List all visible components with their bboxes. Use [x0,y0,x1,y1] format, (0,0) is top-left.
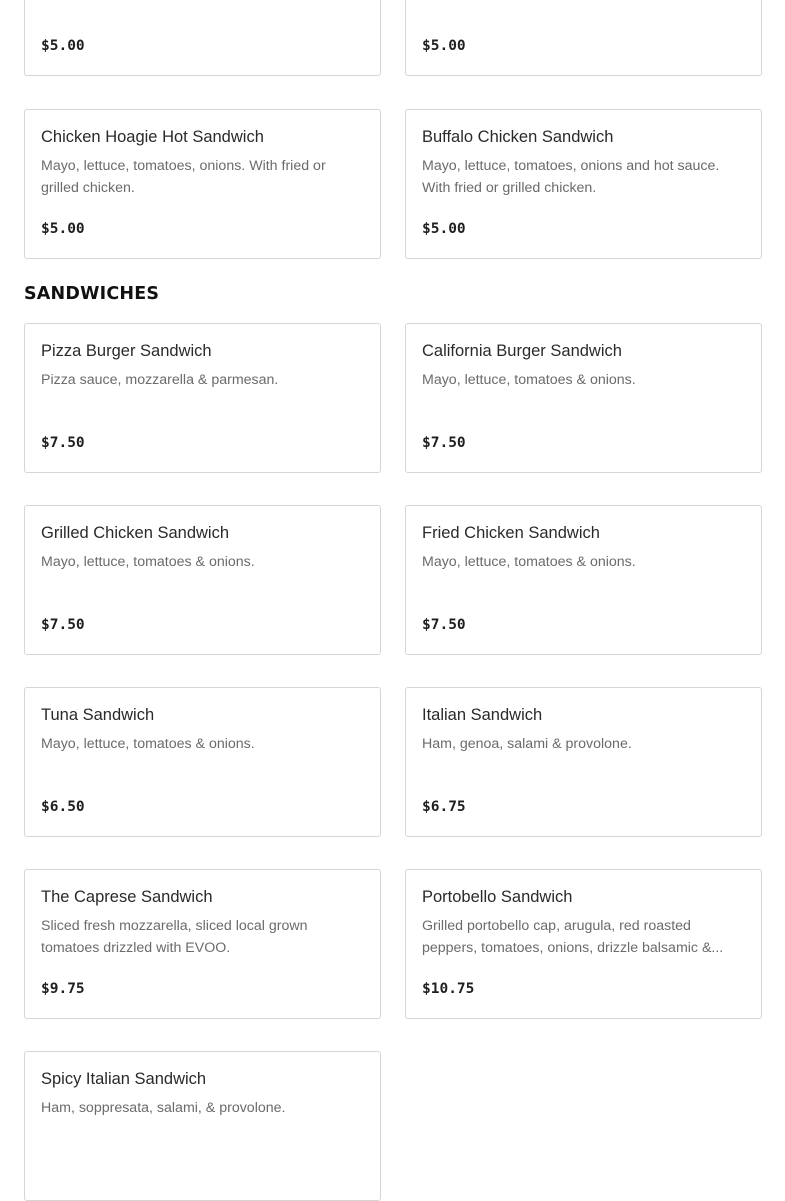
menu-item-name: California Burger Sandwich [422,342,622,360]
menu-item-price: $9.75 [41,981,85,997]
menu-item-description: Mayo, lettuce, tomatoes & onions. [422,372,636,388]
menu-item-name: Grilled Chicken Sandwich [41,524,230,542]
menu-item-price: $7.50 [41,617,85,633]
menu-item-price: $5.00 [422,221,466,237]
menu-item-card[interactable] [24,0,381,76]
menu-item-description: Mayo, lettuce, tomatoes & onions. [422,554,636,570]
menu-item-description: Mayo, lettuce, tomatoes & onions. [41,554,255,570]
menu-item-name: Pizza Burger Sandwich [41,342,212,360]
menu-item-description: Mayo, lettuce, tomatoes, onions and hot sauce. With fried or grilled chicken. [422,158,720,196]
menu-item-description: Mayo, lettuce, tomatoes & onions. [41,736,255,752]
menu-item-price: $7.50 [422,435,466,451]
menu-item-description: Mayo, lettuce, tomatoes, onions. With fried or grilled chicken. [41,158,326,196]
menu-item-name: The Caprese Sandwich [41,888,213,906]
menu-item-description: Pizza sauce, mozzarella & parmesan. [41,372,279,388]
menu-item-description: Sliced fresh mozzarella, sliced local grown tomatoes drizzled with EVOO. [41,918,308,956]
menu-item-price: $7.50 [41,435,85,451]
menu-item-card[interactable] [24,1051,381,1201]
menu-item-card[interactable] [405,109,762,259]
menu-item-price: $10.75 [422,981,475,997]
menu-item-card[interactable] [405,505,762,655]
menu-item-name: Buffalo Chicken Sandwich [422,128,614,146]
menu-item-price: $6.50 [41,799,85,815]
menu-item-card[interactable] [24,323,381,473]
menu-item-name: Tuna Sandwich [41,706,155,724]
section-title: SANDWICHES [24,284,160,304]
menu-item-card[interactable] [405,869,762,1019]
menu-item-description: Grilled portobello cap, arugula, red roasted peppers, tomatoes, onions, drizzle balsamic &... [422,918,724,956]
menu-item-card[interactable] [405,687,762,837]
menu-item-card[interactable] [405,0,762,76]
menu-item-name: Chicken Hoagie Hot Sandwich [41,128,264,146]
menu-item-price: $5.00 [422,38,466,54]
menu-item-price: $7.50 [422,617,466,633]
menu-item-card[interactable] [24,505,381,655]
menu-item-name: Spicy Italian Sandwich [41,1070,207,1088]
menu-item-card[interactable] [405,323,762,473]
menu-item-card[interactable] [24,687,381,837]
menu-item-price: $5.00 [41,221,85,237]
menu-item-name: Italian Sandwich [422,706,543,724]
menu-item-card[interactable] [24,109,381,259]
menu-item-name: Portobello Sandwich [422,888,573,906]
menu-item-description: Ham, soppresata, salami, & provolone. [41,1100,286,1116]
menu-item-name: Fried Chicken Sandwich [422,524,600,542]
menu-item-card[interactable] [24,869,381,1019]
menu-item-description: Ham, genoa, salami & provolone. [422,736,632,752]
menu-item-price: $6.75 [422,799,466,815]
menu-item-price: $5.00 [41,38,85,54]
